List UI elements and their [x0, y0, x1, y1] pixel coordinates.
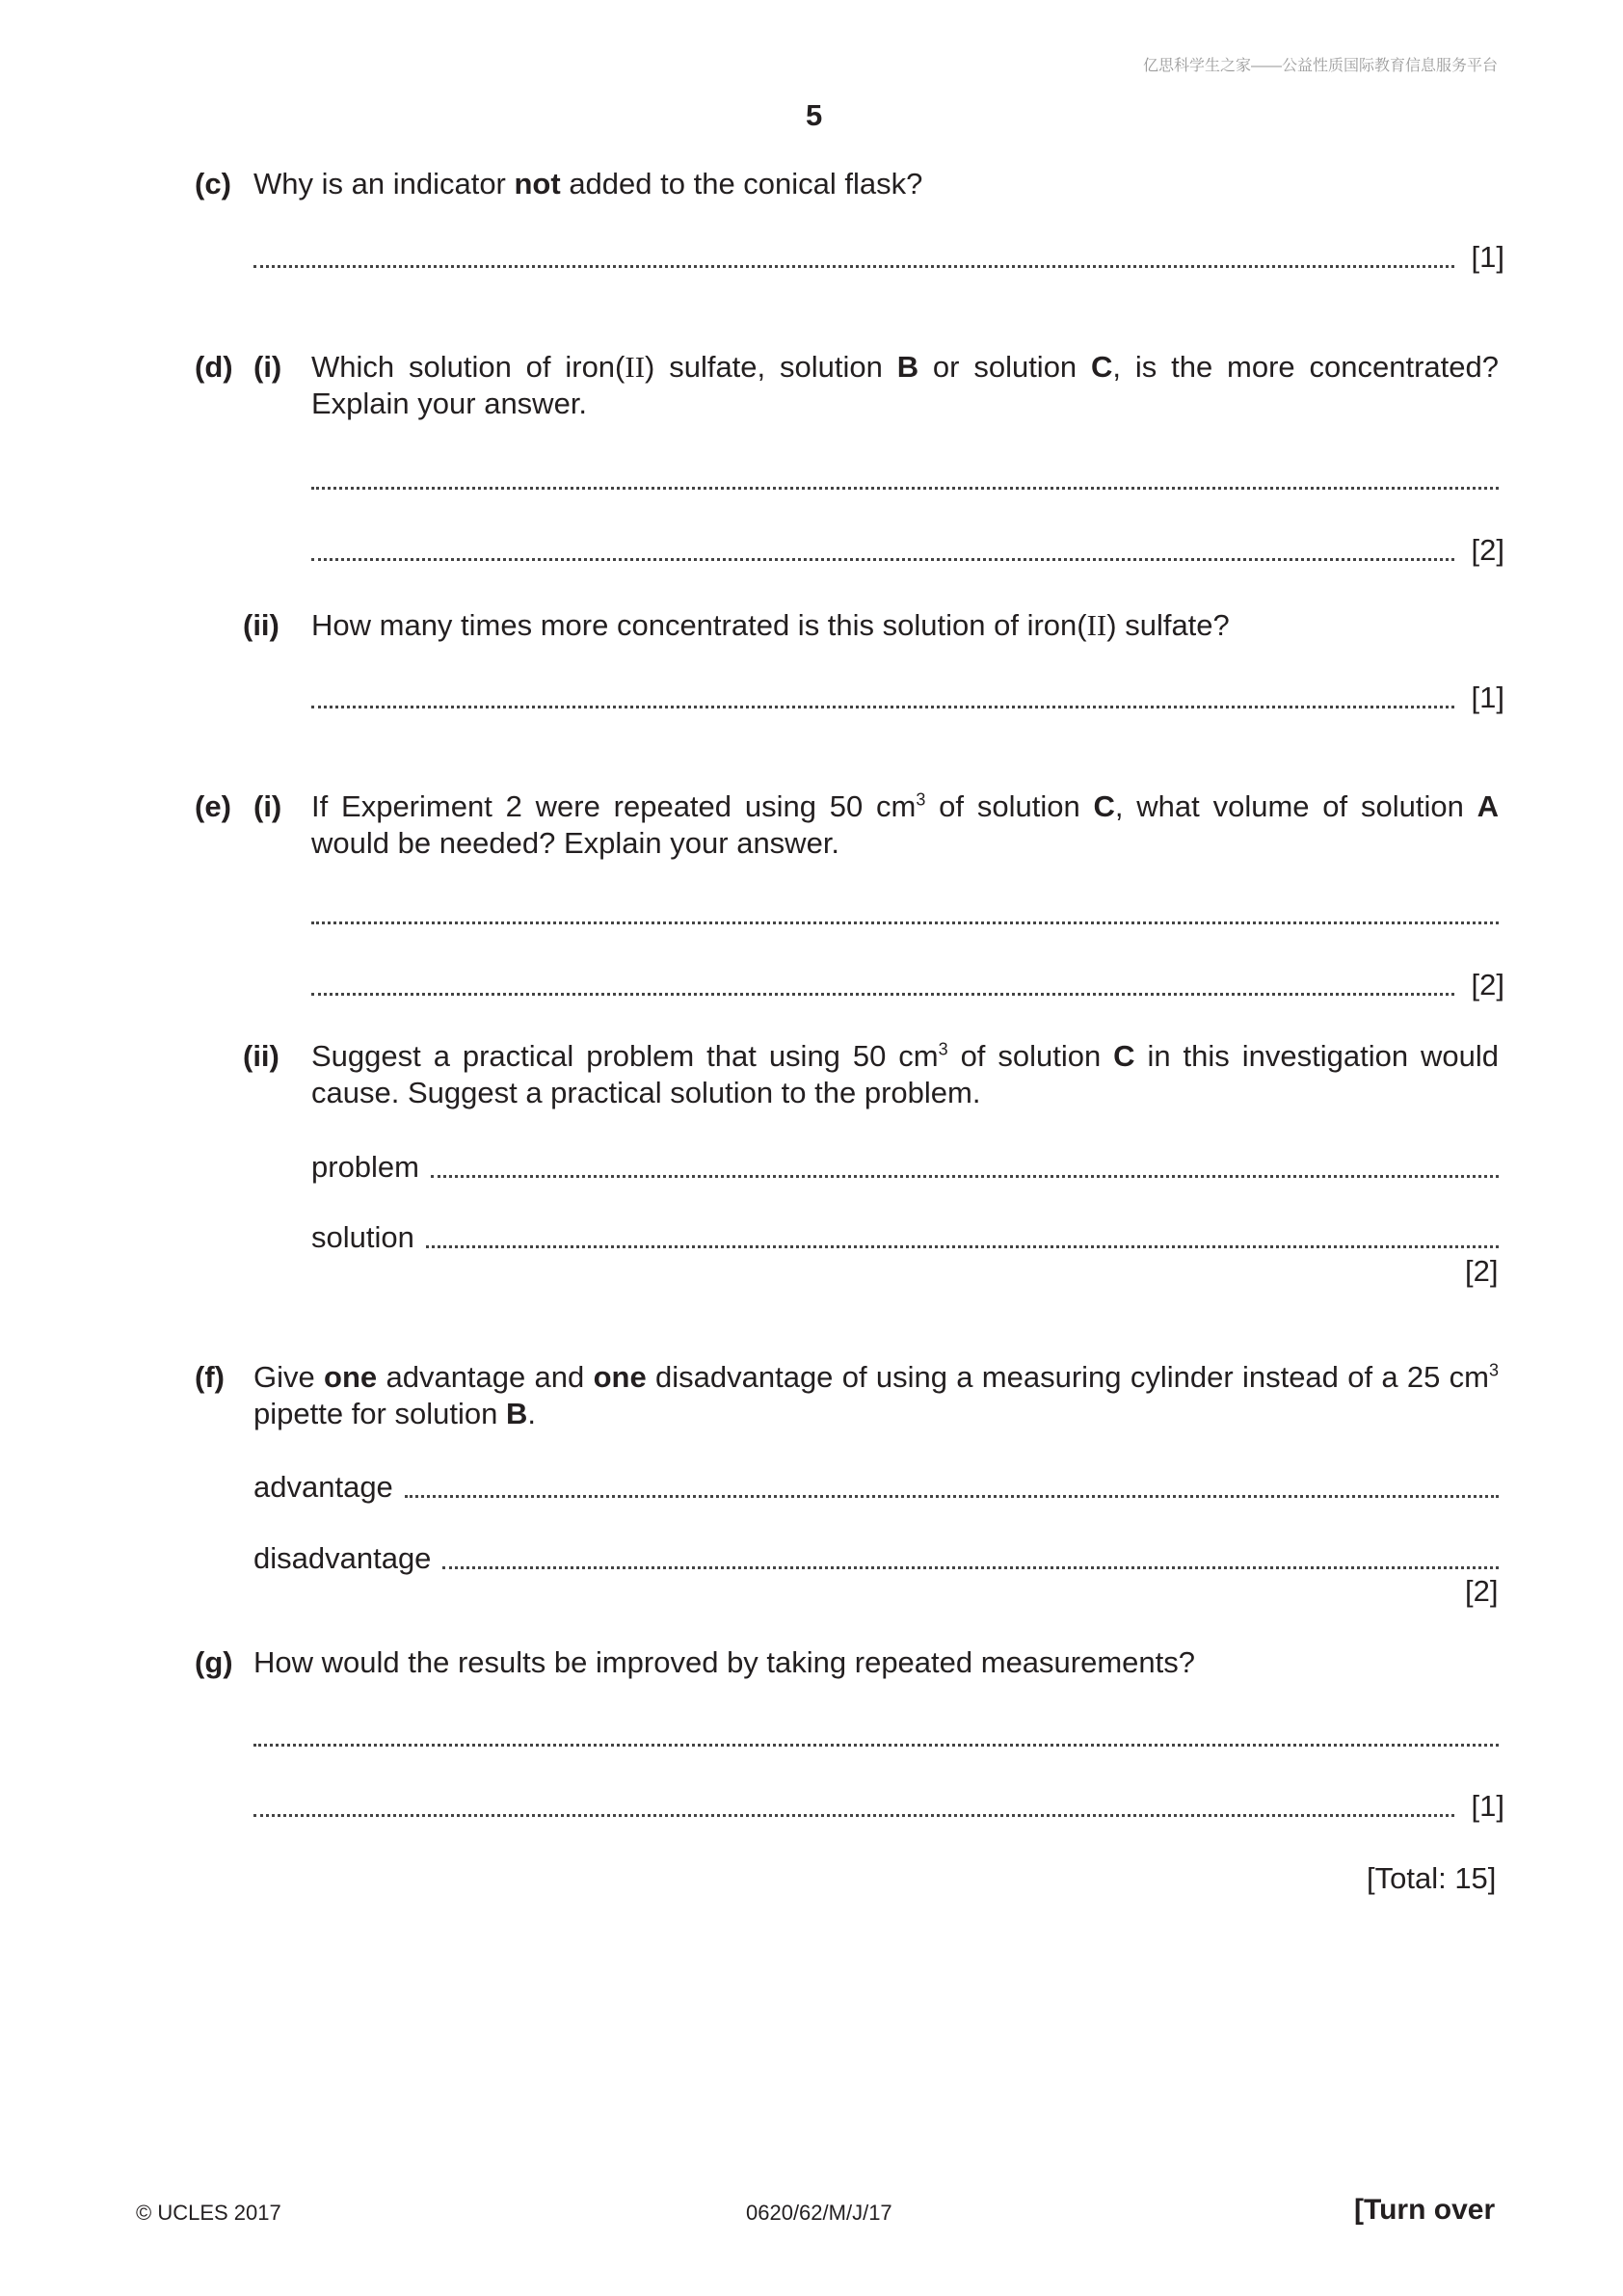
question-e-ii-text: Suggest a practical problem that using 50 $cm^3$ of solution C in this investigation would cause. Suggest a practical solution to the problem.: [311, 1039, 1499, 1109]
mark-d-ii: [1]: [1471, 681, 1504, 714]
mark-g: [1]: [1471, 1789, 1504, 1823]
advantage-label: advantage: [253, 1470, 393, 1504]
question-c-label: (c): [195, 167, 231, 200]
question-g-label: (g): [195, 1645, 233, 1679]
answer-line-f-advantage[interactable]: [253, 1467, 1499, 1506]
question-d-label: (d): [195, 350, 233, 384]
mark-e-i: [2]: [1471, 968, 1504, 1001]
question-e-ii-label: (ii): [243, 1039, 279, 1073]
footer-copyright: © UCLES 2017: [136, 2201, 281, 2225]
header-watermark: 亿思科学生之家——公益性质国际教育信息服务平台: [1143, 58, 1499, 74]
question-c-text: Why is an indicator not added to the conical flask?: [253, 167, 923, 200]
answer-line-e-ii-solution[interactable]: [311, 1217, 1499, 1256]
problem-label: problem: [311, 1150, 419, 1184]
question-g-text: How would the results be improved by taking repeated measurements?: [253, 1645, 1196, 1679]
question-d-ii-text: How many times more concentrated is this solution of iron(II) sulfate?: [311, 608, 1230, 642]
question-d-i-label: (i): [253, 350, 282, 384]
answer-line-e-i-2[interactable]: [311, 965, 1504, 1003]
total-marks: [Total: 15]: [1367, 1861, 1497, 1895]
answer-line-f-disadvantage[interactable]: [253, 1538, 1499, 1577]
turn-over: [Turn over: [1354, 2194, 1496, 2226]
question-e-i-label: (i): [253, 789, 282, 823]
question-d-ii-label: (ii): [243, 608, 279, 642]
answer-line-d-i-1[interactable]: [311, 459, 1499, 497]
footer-code: 0620/62/M/J/17: [746, 2201, 892, 2225]
page-number: 5: [806, 98, 823, 132]
answer-line-g-2[interactable]: [253, 1786, 1504, 1825]
question-e-i-text: If Experiment 2 were repeated using 50 $cm^3$ of solution C, what volume of solution A would be needed? Explain your answer.: [311, 789, 1500, 860]
solution-label: solution: [311, 1220, 414, 1254]
mark-d-i: [2]: [1471, 533, 1504, 567]
answer-line-c[interactable]: [253, 237, 1504, 276]
question-d-i-text: Which solution of iron(II) sulfate, solution B or solution C, is the more concentrated? Explain your answer.: [311, 350, 1499, 420]
answer-line-d-i-2[interactable]: [311, 530, 1504, 569]
answer-line-e-ii-problem[interactable]: [311, 1147, 1499, 1186]
mark-e-ii: [2]: [1465, 1254, 1499, 1288]
mark-f: [2]: [1465, 1574, 1499, 1608]
disadvantage-label: disadvantage: [253, 1541, 432, 1575]
answer-line-g-1[interactable]: [253, 1716, 1499, 1754]
question-f-label: (f): [195, 1360, 225, 1394]
question-f-text: Give one advantage and one disadvantage of using a measuring cylinder instead of a 25 $cm^3$ pipette for solution B.: [253, 1360, 1500, 1430]
answer-line-d-ii[interactable]: [311, 678, 1504, 716]
answer-line-e-i-1[interactable]: [311, 894, 1499, 932]
question-e-label: (e): [195, 789, 231, 823]
mark-c: [1]: [1471, 240, 1504, 274]
